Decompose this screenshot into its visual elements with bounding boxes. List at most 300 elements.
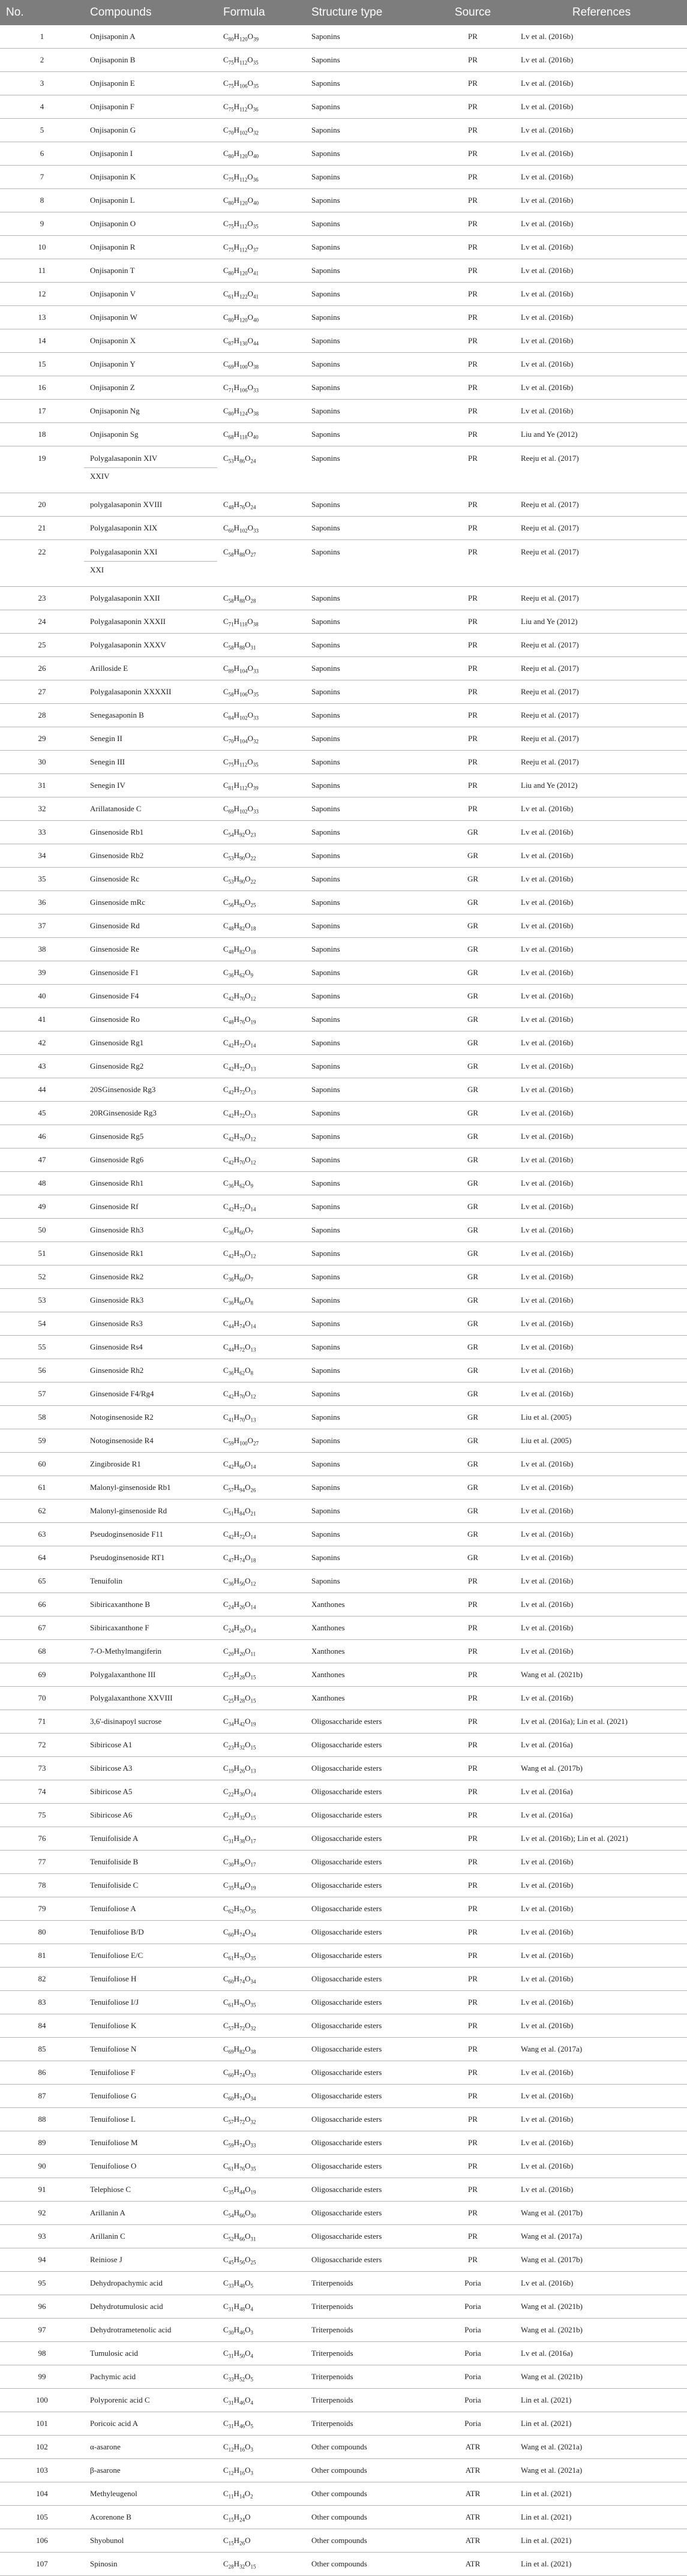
cell-reference: Lv et al. (2016b): [516, 95, 687, 119]
cell-formula: $C_{33}H_{48}O_5$: [217, 2272, 305, 2295]
cell-source: GR: [430, 1125, 516, 1148]
cell-reference: Lv et al. (2016b): [516, 1265, 687, 1289]
cell-structure-type: Saponins: [305, 844, 430, 868]
table-row: [0, 1687, 687, 1710]
cell-compound: Onjisaponin V: [84, 283, 217, 306]
cell-no: 47: [0, 1148, 84, 1172]
table-row: [0, 283, 687, 306]
table-row: [0, 961, 687, 985]
table-row: [0, 610, 687, 634]
cell-structure-type: Saponins: [305, 1219, 430, 1242]
cell-no: 104: [0, 2482, 84, 2506]
table-row: [0, 1710, 687, 1734]
cell-compound: Ginsenoside Rh3: [84, 1219, 217, 1242]
cell-source: GR: [430, 1031, 516, 1055]
cell-compound: Poricoic acid A: [84, 2412, 217, 2436]
cell-reference: Lv et al. (2016b): [516, 72, 687, 95]
cell-structure-type: Triterpenoids: [305, 2412, 430, 2436]
cell-compound: Onjisaponin R: [84, 236, 217, 259]
cell-source: PR: [430, 1897, 516, 1921]
cell-reference: Lin et al. (2021): [516, 2529, 687, 2553]
cell-compound: Ginsenoside Rs3: [84, 1312, 217, 1336]
cell-formula: $C_{25}H_{28}O_{15}$: [217, 1687, 305, 1710]
cell-structure-type: Saponins: [305, 1102, 430, 1125]
cell-no: 48: [0, 1172, 84, 1195]
cell-no: 18: [0, 423, 84, 446]
cell-reference: Wang et al. (2017b): [516, 2248, 687, 2272]
cell-compound: Tenuifoliose N: [84, 2038, 217, 2061]
cell-formula: $C_{42}H_{72}O_{13}$: [217, 1078, 305, 1102]
cell-compound: Notoginsenoside R2: [84, 1406, 217, 1429]
cell-formula: $C_{81}H_{112}O_{39}$: [217, 774, 305, 797]
cell-formula: $C_{48}H_{76}O_{19}$: [217, 1008, 305, 1031]
cell-structure-type: Saponins: [305, 1406, 430, 1429]
cell-reference: Lv et al. (2016b): [516, 353, 687, 376]
cell-no: 6: [0, 142, 84, 166]
cell-reference: Lv et al. (2016a): [516, 1734, 687, 1757]
table-row: [0, 1242, 687, 1265]
table-row: [0, 517, 687, 540]
cell-formula: $C_{36}H_{60}O_7$: [217, 1265, 305, 1289]
cell-formula: $C_{60}H_{102}O_{33}$: [217, 517, 305, 540]
cell-reference: Lv et al. (2016b): [516, 961, 687, 985]
cell-structure-type: Oligosaccharide esters: [305, 2178, 430, 2202]
table-row: [0, 1593, 687, 1617]
cell-source: PR: [430, 704, 516, 727]
cell-formula: $C_{68}H_{118}O_{40}$: [217, 423, 305, 446]
table-row: [0, 212, 687, 236]
cell-structure-type: Saponins: [305, 259, 430, 283]
cell-compound: Tenuifoliside C: [84, 1874, 217, 1897]
cell-formula: $C_{31}H_{48}O_4$: [217, 2295, 305, 2319]
cell-structure-type: Saponins: [305, 493, 430, 517]
cell-compound: Pseudoginsenoside RT1: [84, 1546, 217, 1570]
cell-compound: Dehydrotumulosic acid: [84, 2295, 217, 2319]
table-row: [0, 1570, 687, 1593]
cell-reference: Lv et al. (2016b): [516, 1991, 687, 2014]
table-row: [0, 1383, 687, 1406]
cell-structure-type: Saponins: [305, 540, 430, 587]
cell-formula: $C_{57}H_{72}O_{32}$: [217, 2108, 305, 2131]
cell-no: 82: [0, 1968, 84, 1991]
cell-formula: $C_{54}H_{92}O_{23}$: [217, 821, 305, 844]
cell-reference: Lv et al. (2016b): [516, 985, 687, 1008]
cell-no: 37: [0, 914, 84, 938]
table-row: [0, 1148, 687, 1172]
cell-compound: Senegasaponin B: [84, 704, 217, 727]
cell-compound: Polygalaxanthone III: [84, 1663, 217, 1687]
table-row: [0, 1289, 687, 1312]
cell-source: GR: [430, 1195, 516, 1219]
cell-structure-type: Triterpenoids: [305, 2295, 430, 2319]
cell-reference: Lv et al. (2016b): [516, 1055, 687, 1078]
cell-compound: Shyobunol: [84, 2529, 217, 2553]
cell-compound: Onjisaponin L: [84, 189, 217, 212]
cell-compound: Ginsenoside Rd: [84, 914, 217, 938]
cell-no: 43: [0, 1055, 84, 1078]
cell-formula: $C_{61}H_{76}O_{35}$: [217, 1991, 305, 2014]
cell-structure-type: Saponins: [305, 1500, 430, 1523]
cell-structure-type: Saponins: [305, 1429, 430, 1453]
cell-source: PR: [430, 610, 516, 634]
cell-source: GR: [430, 1453, 516, 1476]
cell-compound: Onjisaponin X: [84, 329, 217, 353]
cell-compound: Spinosin: [84, 2553, 217, 2576]
cell-structure-type: Oligosaccharide esters: [305, 2248, 430, 2272]
cell-structure-type: Triterpenoids: [305, 2272, 430, 2295]
compound-name: Polygalasaponin XIV: [84, 446, 217, 468]
cell-compound: Sibiricose A3: [84, 1757, 217, 1780]
cell-formula: $C_{48}H_{82}O_{18}$: [217, 938, 305, 961]
cell-no: 38: [0, 938, 84, 961]
cell-structure-type: Other compounds: [305, 2506, 430, 2529]
cell-source: GR: [430, 1383, 516, 1406]
cell-no: 86: [0, 2061, 84, 2085]
cell-formula: $C_{42}H_{70}O_{12}$: [217, 985, 305, 1008]
cell-source: PR: [430, 212, 516, 236]
cell-source: PR: [430, 1710, 516, 1734]
cell-formula: $C_{33}H_{52}O_5$: [217, 2365, 305, 2389]
cell-formula: $C_{19}H_{26}O_{13}$: [217, 1757, 305, 1780]
cell-source: GR: [430, 1242, 516, 1265]
cell-source: PR: [430, 2085, 516, 2108]
cell-no: 59: [0, 1429, 84, 1453]
table-row: [0, 1195, 687, 1219]
cell-compound: Onjisaponin F: [84, 95, 217, 119]
cell-formula: $C_{24}H_{26}O_{14}$: [217, 1617, 305, 1640]
cell-formula: $C_{42}H_{70}O_{12}$: [217, 1148, 305, 1172]
table-row: [0, 72, 687, 95]
table-row: [0, 25, 687, 49]
cell-structure-type: Saponins: [305, 236, 430, 259]
cell-reference: Wang et al. (2017b): [516, 1757, 687, 1780]
cell-source: GR: [430, 1523, 516, 1546]
cell-structure-type: Xanthones: [305, 1687, 430, 1710]
cell-structure-type: Saponins: [305, 1242, 430, 1265]
cell-source: PR: [430, 797, 516, 821]
cell-structure-type: Saponins: [305, 49, 430, 72]
cell-reference: Reeju et al. (2017): [516, 751, 687, 774]
cell-no: 73: [0, 1757, 84, 1780]
cell-reference: Lv et al. (2016b): [516, 1640, 687, 1663]
cell-reference: Lv et al. (2016b): [516, 25, 687, 49]
cell-formula: $C_{70}H_{102}O_{32}$: [217, 119, 305, 142]
cell-compound: Onjisaponin Z: [84, 376, 217, 400]
cell-no: 19: [0, 446, 84, 493]
cell-structure-type: Saponins: [305, 1031, 430, 1055]
cell-compound: Pseudoginsenoside F11: [84, 1523, 217, 1546]
cell-compound: Ginsenoside Rf: [84, 1195, 217, 1219]
cell-source: PR: [430, 634, 516, 657]
cell-reference: Lv et al. (2016b): [516, 142, 687, 166]
cell-compound: Arillanin C: [84, 2225, 217, 2248]
cell-reference: Lv et al. (2016b): [516, 2014, 687, 2038]
cell-reference: Lin et al. (2021): [516, 2482, 687, 2506]
cell-reference: Lin et al. (2021): [516, 2389, 687, 2412]
cell-no: 33: [0, 821, 84, 844]
cell-structure-type: Oligosaccharide esters: [305, 2061, 430, 2085]
cell-source: PR: [430, 727, 516, 751]
cell-compound: Pachymic acid: [84, 2365, 217, 2389]
cell-structure-type: Triterpenoids: [305, 2365, 430, 2389]
cell-formula: $C_{69}H_{82}O_{38}$: [217, 2038, 305, 2061]
cell-reference: Lv et al. (2016a): [516, 1780, 687, 1804]
cell-reference: Wang et al. (2017b): [516, 2202, 687, 2225]
cell-no: 53: [0, 1289, 84, 1312]
cell-formula: $C_{42}H_{72}O_{13}$: [217, 1102, 305, 1125]
cell-formula: $C_{60}H_{74}O_{34}$: [217, 1921, 305, 1944]
cell-structure-type: Saponins: [305, 306, 430, 329]
cell-source: ATR: [430, 2529, 516, 2553]
cell-source: PR: [430, 1593, 516, 1617]
cell-compound: 20RGinsenoside Rg3: [84, 1102, 217, 1125]
table-row: [0, 938, 687, 961]
cell-reference: Lv et al. (2016b): [516, 1476, 687, 1500]
cell-no: 101: [0, 2412, 84, 2436]
cell-compound: 20SGinsenoside Rg3: [84, 1078, 217, 1102]
cell-no: 96: [0, 2295, 84, 2319]
cell-formula: $C_{80}H_{120}O_{41}$: [217, 259, 305, 283]
cell-source: PR: [430, 2131, 516, 2155]
cell-source: PR: [430, 329, 516, 353]
cell-compound: Ginsenoside Rs4: [84, 1336, 217, 1359]
table-row: [0, 1008, 687, 1031]
cell-source: PR: [430, 1827, 516, 1851]
cell-source: PR: [430, 400, 516, 423]
cell-reference: Lv et al. (2016b): [516, 2131, 687, 2155]
cell-formula: $C_{41}H_{70}O_{13}$: [217, 1406, 305, 1429]
cell-reference: Lv et al. (2016b): [516, 306, 687, 329]
cell-structure-type: Oligosaccharide esters: [305, 1780, 430, 1804]
cell-formula: $C_{53}H_{90}O_{22}$: [217, 868, 305, 891]
cell-no: 52: [0, 1265, 84, 1289]
cell-reference: Lv et al. (2016b): [516, 1500, 687, 1523]
cell-source: GR: [430, 1078, 516, 1102]
table-row: [0, 1102, 687, 1125]
cell-source: PR: [430, 1780, 516, 1804]
table-row: [0, 891, 687, 914]
cell-no: 17: [0, 400, 84, 423]
cell-reference: Reeju et al. (2017): [516, 704, 687, 727]
cell-structure-type: Xanthones: [305, 1663, 430, 1687]
cell-no: 26: [0, 657, 84, 680]
cell-compound: Arillanin A: [84, 2202, 217, 2225]
cell-structure-type: Saponins: [305, 400, 430, 423]
cell-source: GR: [430, 1336, 516, 1359]
cell-compound: Malonyl-ginsenoside Rd: [84, 1500, 217, 1523]
cell-reference: Lv et al. (2016b): [516, 1125, 687, 1148]
table-row: [0, 236, 687, 259]
cell-source: PR: [430, 1570, 516, 1593]
table-row: [0, 1734, 687, 1757]
cell-no: 42: [0, 1031, 84, 1055]
cell-formula: $C_{42}H_{72}O_{13}$: [217, 1055, 305, 1078]
cell-source: PR: [430, 1968, 516, 1991]
header-formula: Formula: [223, 6, 265, 19]
cell-no: 68: [0, 1640, 84, 1663]
cell-structure-type: Other compounds: [305, 2482, 430, 2506]
cell-no: 45: [0, 1102, 84, 1125]
cell-reference: Lv et al. (2016b): [516, 1523, 687, 1546]
cell-source: PR: [430, 1921, 516, 1944]
cell-compound: Tenuifoliose A: [84, 1897, 217, 1921]
cell-structure-type: Saponins: [305, 797, 430, 821]
cell-formula: $C_{80}H_{120}O_{40}$: [217, 306, 305, 329]
cell-compound: Dehydropachymic acid: [84, 2272, 217, 2295]
table-row: [0, 1219, 687, 1242]
cell-source: ATR: [430, 2553, 516, 2576]
cell-compound: Polygalasaponin XXII: [84, 587, 217, 610]
cell-compound: Ginsenoside F1: [84, 961, 217, 985]
cell-formula: $C_{75}H_{112}O_{36}$: [217, 166, 305, 189]
cell-no: 81: [0, 1944, 84, 1968]
cell-structure-type: Other compounds: [305, 2459, 430, 2482]
table-row: [0, 2459, 687, 2482]
cell-formula: $C_{31}H_{38}O_{17}$: [217, 1827, 305, 1851]
cell-reference: Lv et al. (2016b): [516, 1031, 687, 1055]
cell-compound: Ginsenoside Rc: [84, 868, 217, 891]
cell-compound: Arilloside E: [84, 657, 217, 680]
cell-formula: $C_{35}H_{44}O_{19}$: [217, 1874, 305, 1897]
cell-formula: $C_{69}H_{100}O_{38}$: [217, 353, 305, 376]
table-row: [0, 2389, 687, 2412]
cell-reference: Reeju et al. (2017): [516, 680, 687, 704]
cell-compound: Ginsenoside Rh2: [84, 1359, 217, 1383]
cell-no: 56: [0, 1359, 84, 1383]
cell-formula: $C_{87}H_{130}O_{44}$: [217, 329, 305, 353]
cell-structure-type: Oligosaccharide esters: [305, 1757, 430, 1780]
cell-no: 78: [0, 1874, 84, 1897]
cell-structure-type: Xanthones: [305, 1617, 430, 1640]
cell-reference: Lv et al. (2016b): [516, 1453, 687, 1476]
cell-formula: $C_{61}H_{76}O_{35}$: [217, 2155, 305, 2178]
cell-compound: Malonyl-ginsenoside Rb1: [84, 1476, 217, 1500]
table-row: [0, 2342, 687, 2365]
cell-no: 21: [0, 517, 84, 540]
table-row: [0, 1617, 687, 1640]
cell-compound: Ginsenoside F4/Rg4: [84, 1383, 217, 1406]
cell-formula: $C_{34}H_{42}O_{19}$: [217, 1710, 305, 1734]
cell-formula: $C_{61}H_{122}O_{41}$: [217, 283, 305, 306]
table-row: [0, 1663, 687, 1687]
cell-no: 63: [0, 1523, 84, 1546]
table-row: [0, 587, 687, 610]
cell-reference: Lin et al. (2021): [516, 2553, 687, 2576]
cell-structure-type: Saponins: [305, 821, 430, 844]
cell-structure-type: Triterpenoids: [305, 2342, 430, 2365]
cell-source: GR: [430, 1500, 516, 1523]
cell-reference: Lv et al. (2016b): [516, 821, 687, 844]
table-row: [0, 2038, 687, 2061]
cell-compound: Dehydrotrametenolic acid: [84, 2319, 217, 2342]
cell-reference: Lv et al. (2016b): [516, 212, 687, 236]
cell-formula: $C_{42}H_{66}O_{14}$: [217, 1453, 305, 1476]
cell-reference: Lin et al. (2021): [516, 2506, 687, 2529]
cell-source: PR: [430, 2014, 516, 2038]
cell-reference: Lv et al. (2016b): [516, 166, 687, 189]
cell-no: 98: [0, 2342, 84, 2365]
table-row: [0, 1921, 687, 1944]
cell-source: PR: [430, 1874, 516, 1897]
cell-structure-type: Saponins: [305, 938, 430, 961]
cell-formula: $C_{71}H_{106}O_{33}$: [217, 376, 305, 400]
cell-no: 102: [0, 2436, 84, 2459]
cell-formula: $C_{59}H_{74}O_{33}$: [217, 2131, 305, 2155]
cell-no: 85: [0, 2038, 84, 2061]
cell-no: 58: [0, 1406, 84, 1429]
cell-no: 77: [0, 1851, 84, 1874]
cell-reference: Lv et al. (2016b): [516, 2272, 687, 2295]
cell-no: 84: [0, 2014, 84, 2038]
cell-formula: $C_{62}H_{76}O_{35}$: [217, 1897, 305, 1921]
cell-source: ATR: [430, 2459, 516, 2482]
cell-compound: Tumulosic acid: [84, 2342, 217, 2365]
cell-structure-type: Saponins: [305, 517, 430, 540]
cell-structure-type: Oligosaccharide esters: [305, 1991, 430, 2014]
cell-compound: Onjisaponin W: [84, 306, 217, 329]
cell-reference: Wang et al. (2021b): [516, 1663, 687, 1687]
cell-no: 97: [0, 2319, 84, 2342]
cell-no: 10: [0, 236, 84, 259]
cell-reference: Wang et al. (2021b): [516, 2365, 687, 2389]
cell-source: PR: [430, 540, 516, 587]
cell-formula: $C_{58}H_{88}O_{31}$: [217, 634, 305, 657]
cell-compound: Notoginsenoside R4: [84, 1429, 217, 1453]
cell-no: 66: [0, 1593, 84, 1617]
cell-structure-type: Saponins: [305, 353, 430, 376]
table-row: [0, 259, 687, 283]
cell-source: GR: [430, 1289, 516, 1312]
table-row: [0, 1476, 687, 1500]
table-row: [0, 1991, 687, 2014]
table-row: [0, 1804, 687, 1827]
cell-no: 2: [0, 49, 84, 72]
cell-no: 89: [0, 2131, 84, 2155]
cell-source: PR: [430, 166, 516, 189]
cell-no: 34: [0, 844, 84, 868]
cell-formula: $C_{36}H_{60}O_7$: [217, 1219, 305, 1242]
cell-compound: Tenuifoliside B: [84, 1851, 217, 1874]
cell-compound: Onjisaponin Ng: [84, 400, 217, 423]
cell-compound: Onjisaponin Y: [84, 353, 217, 376]
cell-formula: $C_{60}H_{74}O_{34}$: [217, 1968, 305, 1991]
cell-reference: Lv et al. (2016a): [516, 2342, 687, 2365]
cell-compound: Tenuifoliose E/C: [84, 1944, 217, 1968]
cell-source: ATR: [430, 2506, 516, 2529]
cell-reference: Lv et al. (2016b): [516, 2108, 687, 2131]
cell-source: GR: [430, 1265, 516, 1289]
cell-source: PR: [430, 1851, 516, 1874]
table-row: [0, 2319, 687, 2342]
cell-reference: Lv et al. (2016b): [516, 1359, 687, 1383]
cell-reference: Lv et al. (2016b): [516, 119, 687, 142]
cell-compound: Polyporenic acid C: [84, 2389, 217, 2412]
cell-structure-type: Saponins: [305, 774, 430, 797]
cell-structure-type: Saponins: [305, 1078, 430, 1102]
cell-reference: Lv et al. (2016b): [516, 1312, 687, 1336]
cell-source: GR: [430, 1008, 516, 1031]
table-row: [0, 2248, 687, 2272]
cell-formula: $C_{51}H_{84}O_{21}$: [217, 1500, 305, 1523]
cell-reference: Lv et al. (2016b): [516, 49, 687, 72]
cell-reference: Lv et al. (2016b); Lin et al. (2021): [516, 1827, 687, 1851]
cell-source: GR: [430, 1172, 516, 1195]
cell-compound: Polygalaxanthone XXVIII: [84, 1687, 217, 1710]
cell-compound: Tenuifoliose M: [84, 2131, 217, 2155]
cell-formula: $C_{42}H_{72}O_{14}$: [217, 1195, 305, 1219]
table-row: [0, 2529, 687, 2553]
cell-structure-type: Saponins: [305, 1546, 430, 1570]
